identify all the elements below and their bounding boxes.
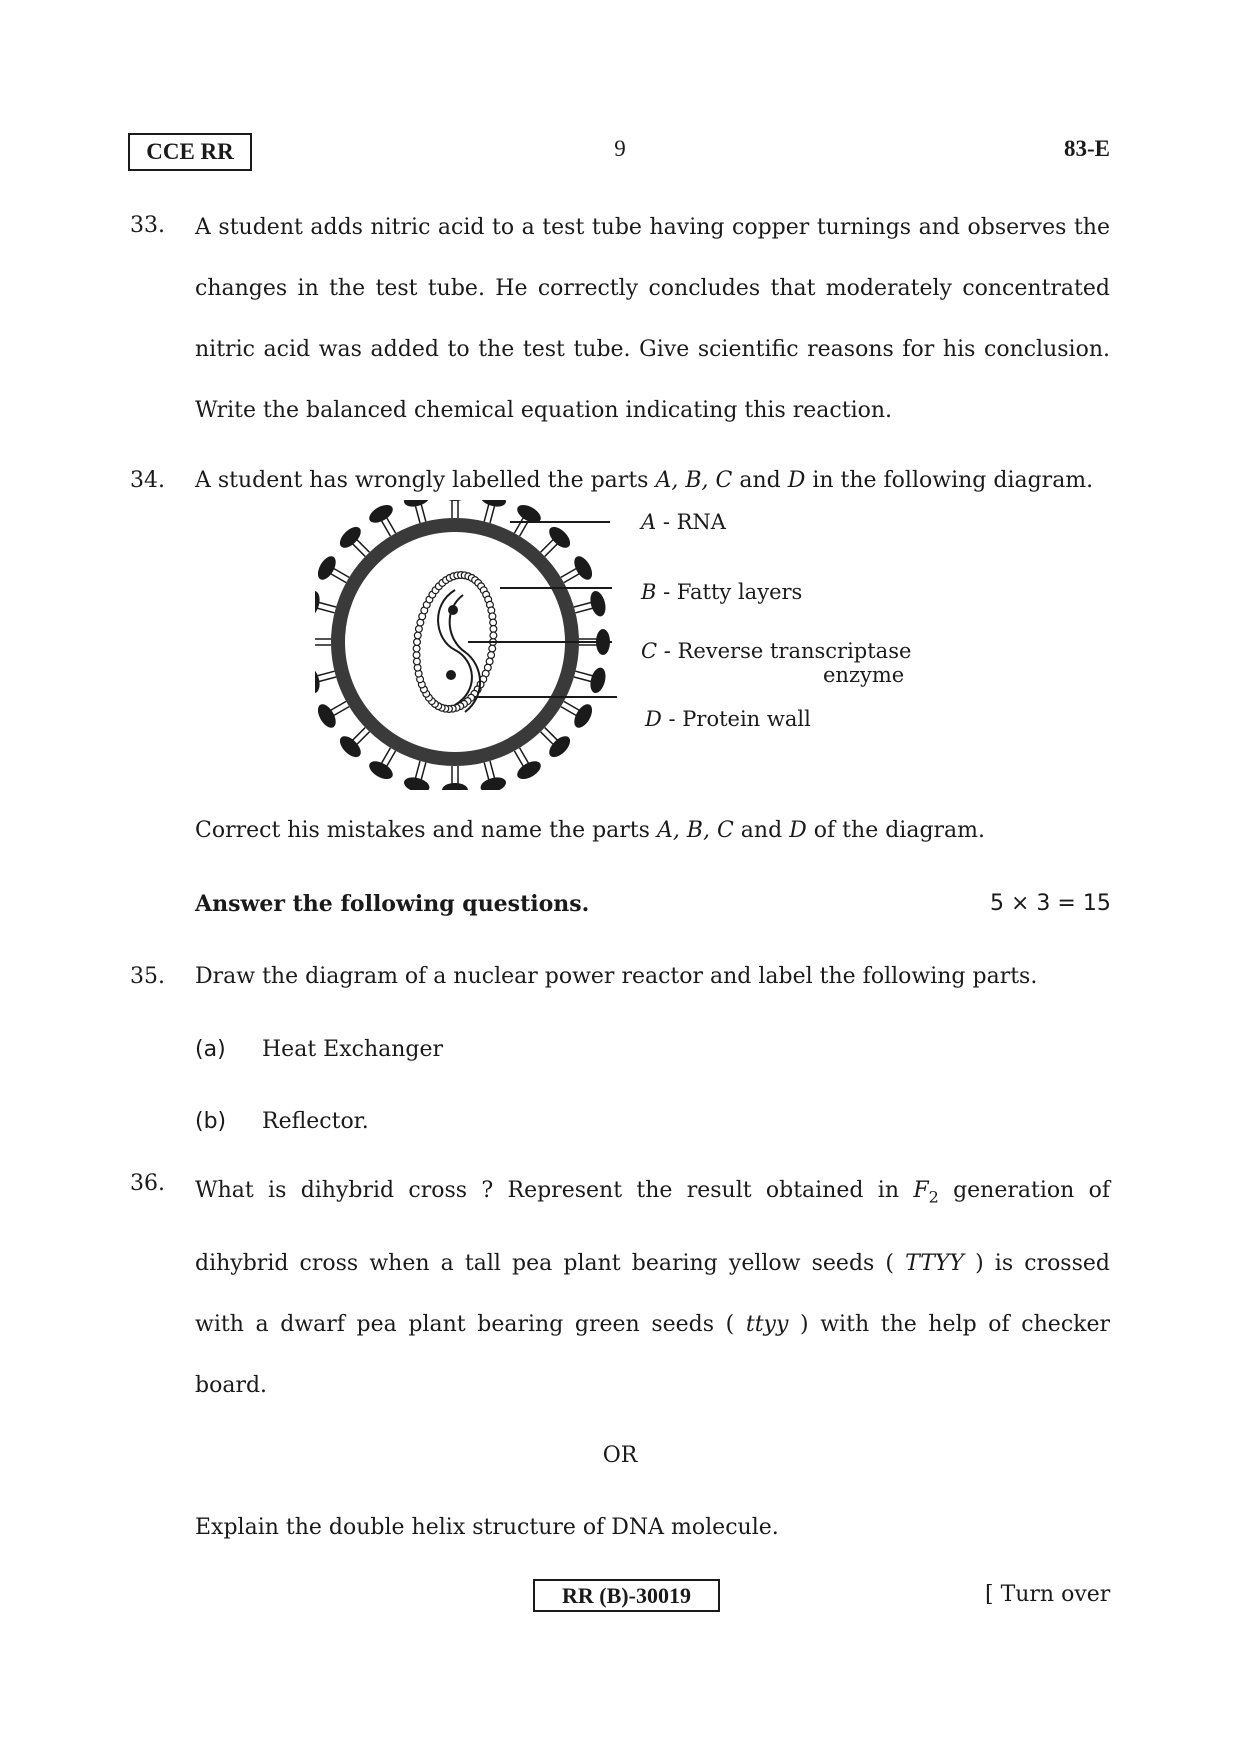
q35-part-a-label: (a) (195, 1037, 226, 1062)
label-c-continued: enzyme (823, 663, 905, 687)
spike-stalk (490, 506, 495, 523)
spike-stalk (574, 677, 591, 682)
footer-code-box: RR (B)-30019 (533, 1579, 720, 1612)
spike-stalk (317, 608, 334, 613)
spike-stalk (421, 504, 426, 521)
spike-knob (315, 553, 339, 583)
label-b: B - Fatty layers (641, 580, 803, 604)
capsid-bead (414, 639, 421, 646)
q33-line-3: nitric acid was added to the test tube. Give scientific reasons for his conclusion. (195, 337, 1110, 362)
q36-line-4: board. (195, 1373, 268, 1399)
spike-stalk (484, 504, 489, 521)
spike-stalk (421, 763, 426, 780)
q36-line-1: What is dihybrid cross ? Represent the result obtained in $F_2$ generation of (195, 1178, 1110, 1207)
question-35-text: Draw the diagram of a nuclear power reactor and label the following parts. (195, 964, 1038, 989)
spike-stalk (484, 763, 489, 780)
spike-knob (588, 666, 608, 695)
spike-knob (366, 758, 396, 783)
spike-knob (336, 733, 364, 761)
capsid-bead (490, 619, 497, 626)
spike-stalk (319, 602, 336, 607)
question-number-36: 36. (130, 1171, 165, 1196)
spike-stalk (574, 602, 591, 607)
spike-knob (315, 701, 339, 731)
spike-stalk (490, 761, 495, 778)
header-code-box: CCE RR (128, 133, 252, 171)
q33-line-2: changes in the test tube. He correctly concludes that moderately concentrated (195, 276, 1110, 301)
capsid-bead (490, 626, 497, 633)
or-separator: OR (602, 1443, 638, 1468)
question-33-text (195, 197, 1110, 441)
question-36-alternative: Explain the double helix structure of DNA molecule. (195, 1515, 779, 1540)
enzyme-dot-1 (448, 605, 458, 615)
capsid-bead (416, 626, 423, 633)
q35-part-a-text: Heat Exchanger (262, 1037, 444, 1062)
spike-knob (336, 523, 364, 551)
section-instruction: Answer the following questions. (195, 891, 590, 917)
enzyme-dot-2 (446, 670, 456, 680)
section-marks: 5 × 3 = 15 (990, 891, 1111, 916)
spike-knob (442, 783, 468, 790)
q33-line-1: A student adds nitric acid to a test tube having copper turnings and observes the (195, 215, 1110, 240)
spike-knob (546, 523, 574, 551)
spike-knob (366, 501, 396, 526)
spike-stalk (319, 677, 336, 682)
spike-knob (571, 701, 596, 731)
question-number-34: 34. (130, 468, 165, 493)
capsid-bead (413, 658, 420, 665)
spike-knob (514, 758, 544, 783)
question-34-correction: Correct his mistakes and name the parts A, B, C and D of the diagram. (195, 818, 986, 843)
label-a: A - RNA (641, 510, 726, 534)
spike-stalk (576, 671, 593, 676)
capsid-bead (413, 645, 420, 652)
q35-part-b-text: Reflector. (262, 1109, 369, 1134)
question-number-35: 35. (130, 964, 165, 989)
label-c: C - Reverse transcriptase (641, 639, 912, 663)
question-number-33: 33. (130, 213, 165, 238)
capsid-bead (489, 645, 496, 652)
q36-line-3: with a dwarf pea plant bearing green seeds ( ttyy ) with the help of checker (195, 1312, 1111, 1338)
spike-knob (571, 553, 596, 583)
spike-stalk (415, 506, 420, 523)
spike-knob (402, 775, 431, 790)
spike-knob (546, 733, 574, 761)
spike-knob (588, 589, 608, 618)
capsid-bead (413, 652, 420, 659)
paper-code: 83-E (1064, 136, 1110, 161)
capsid-bead (414, 632, 421, 639)
spike-knob (479, 775, 508, 790)
q35-part-b-label: (b) (195, 1109, 227, 1134)
spike-stalk (415, 761, 420, 778)
spike-stalk (317, 671, 334, 676)
label-d: D - Protein wall (645, 707, 811, 731)
q36-line-2: dihybrid cross when a tall pea plant bearing yellow seeds ( TTYY ) is crossed (195, 1251, 1110, 1277)
turn-over-note: [ Turn over (985, 1582, 1111, 1607)
page-number: 9 (614, 136, 626, 161)
virus-diagram (315, 500, 955, 790)
capsid-bead (488, 652, 495, 659)
question-34-text: A student has wrongly labelled the parts A, B, C and D in the following diagram. (195, 468, 1094, 493)
capsid-bead (490, 632, 497, 639)
spike-stalk (576, 608, 593, 613)
spike-knob (442, 500, 468, 501)
q33-line-4: Write the balanced chemical equation indicating this reaction. (195, 398, 893, 423)
question-36-text (195, 1155, 1110, 1416)
